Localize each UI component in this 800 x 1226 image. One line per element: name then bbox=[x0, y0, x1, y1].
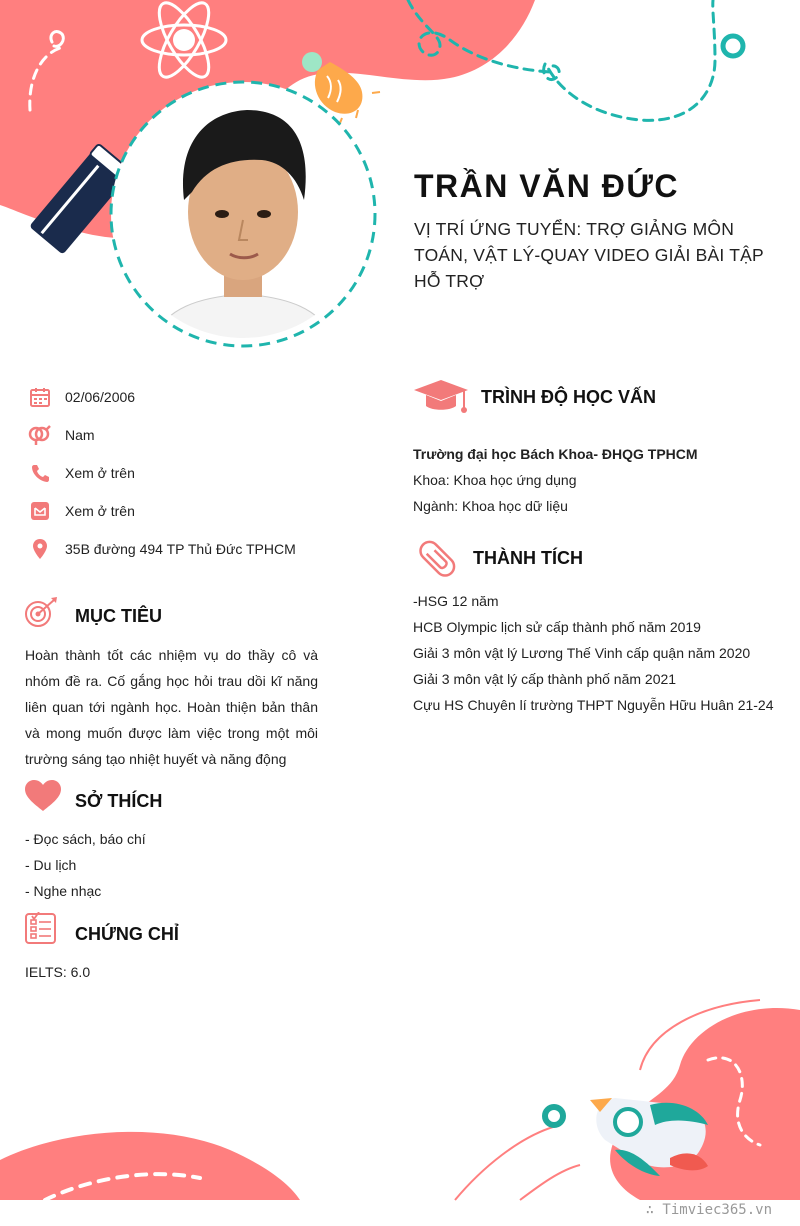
address-value: 35B đường 494 TP Thủ Đức TPHCM bbox=[65, 541, 296, 557]
list-item: HCB Olympic lịch sử cấp thành phố năm 2019 bbox=[413, 619, 701, 635]
teal-ring bbox=[723, 36, 743, 56]
list-item: Cựu HS Chuyên lí trường THPT Nguyễn Hữu Huân 21-24 bbox=[413, 697, 774, 713]
phone-icon bbox=[28, 461, 52, 485]
achievements-list bbox=[413, 588, 774, 718]
bottom-coral-blob bbox=[0, 1132, 300, 1200]
list-item: - Đọc sách, báo chí bbox=[25, 831, 146, 847]
checklist-icon bbox=[24, 912, 58, 946]
list-item: Giải 3 môn vật lý cấp thành phố năm 2021 bbox=[413, 671, 677, 687]
gender-value: Nam bbox=[65, 427, 95, 443]
target-icon bbox=[24, 596, 60, 628]
contact-birthday bbox=[28, 384, 135, 410]
objective-text: Hoàn thành tốt các nhiệm vụ do thầy cô và nhóm đề ra. Cố gắng học hỏi trau dồi kĩ năng liên quan tới ngành học. Hoàn thiện bản thân và mong muốn được làm việc trong một môi trường sáng tạo nhiệt huyết và năng động bbox=[25, 647, 318, 767]
education-title: TRÌNH ĐỘ HỌC VẤN bbox=[481, 387, 656, 407]
calendar-icon bbox=[28, 385, 52, 409]
location-pin-icon bbox=[28, 537, 52, 561]
hobbies-title: SỞ THÍCH bbox=[75, 791, 163, 811]
contact-email bbox=[28, 498, 135, 524]
list-item: - Du lịch bbox=[25, 857, 77, 873]
gender-icon bbox=[28, 423, 52, 447]
teal-ring-bottom bbox=[545, 1107, 563, 1125]
list-item: Giải 3 môn vật lý Lương Thế Vinh cấp quận năm 2020 bbox=[413, 645, 751, 661]
rocket-icon bbox=[590, 1098, 708, 1176]
applied-position: VỊ TRÍ ỨNG TUYỂN: TRỢ GIẢNG MÔN TOÁN, VẬT LÝ-QUAY VIDEO GIẢI BÀI TẬP HỖ TRỢ bbox=[414, 219, 764, 291]
heart-icon bbox=[25, 780, 61, 812]
contact-gender bbox=[28, 422, 95, 448]
certificate-item: IELTS: 6.0 bbox=[25, 964, 91, 980]
objective-title: MỤC TIÊU bbox=[75, 606, 162, 626]
hobbies-list bbox=[25, 826, 146, 904]
watermark: ∴ Timviec365.vn bbox=[645, 1202, 772, 1218]
school-name: Trường đại học Bách Khoa- ĐHQG TPHCM bbox=[413, 446, 698, 462]
paperclip-icon bbox=[416, 538, 460, 578]
contact-phone bbox=[28, 460, 135, 486]
list-item: -HSG 12 năm bbox=[413, 593, 499, 609]
certificates-title: CHỨNG CHỈ bbox=[75, 924, 179, 944]
graduation-cap-icon bbox=[414, 380, 470, 414]
candidate-name: TRẦN VĂN ĐỨC bbox=[414, 168, 679, 204]
major: Ngành: Khoa học dữ liệu bbox=[413, 498, 568, 514]
achievements-title: THÀNH TÍCH bbox=[473, 548, 583, 568]
birthday-value: 02/06/2006 bbox=[65, 389, 136, 405]
list-item: - Nghe nhạc bbox=[25, 883, 102, 899]
profile-photo bbox=[112, 82, 374, 344]
faculty: Khoa: Khoa học ứng dụng bbox=[413, 472, 577, 488]
education-details bbox=[413, 441, 698, 519]
mail-icon bbox=[28, 499, 52, 523]
email-value: Xem ở trên bbox=[65, 503, 135, 519]
contact-address bbox=[28, 536, 296, 562]
phone-value: Xem ở trên bbox=[65, 465, 135, 481]
